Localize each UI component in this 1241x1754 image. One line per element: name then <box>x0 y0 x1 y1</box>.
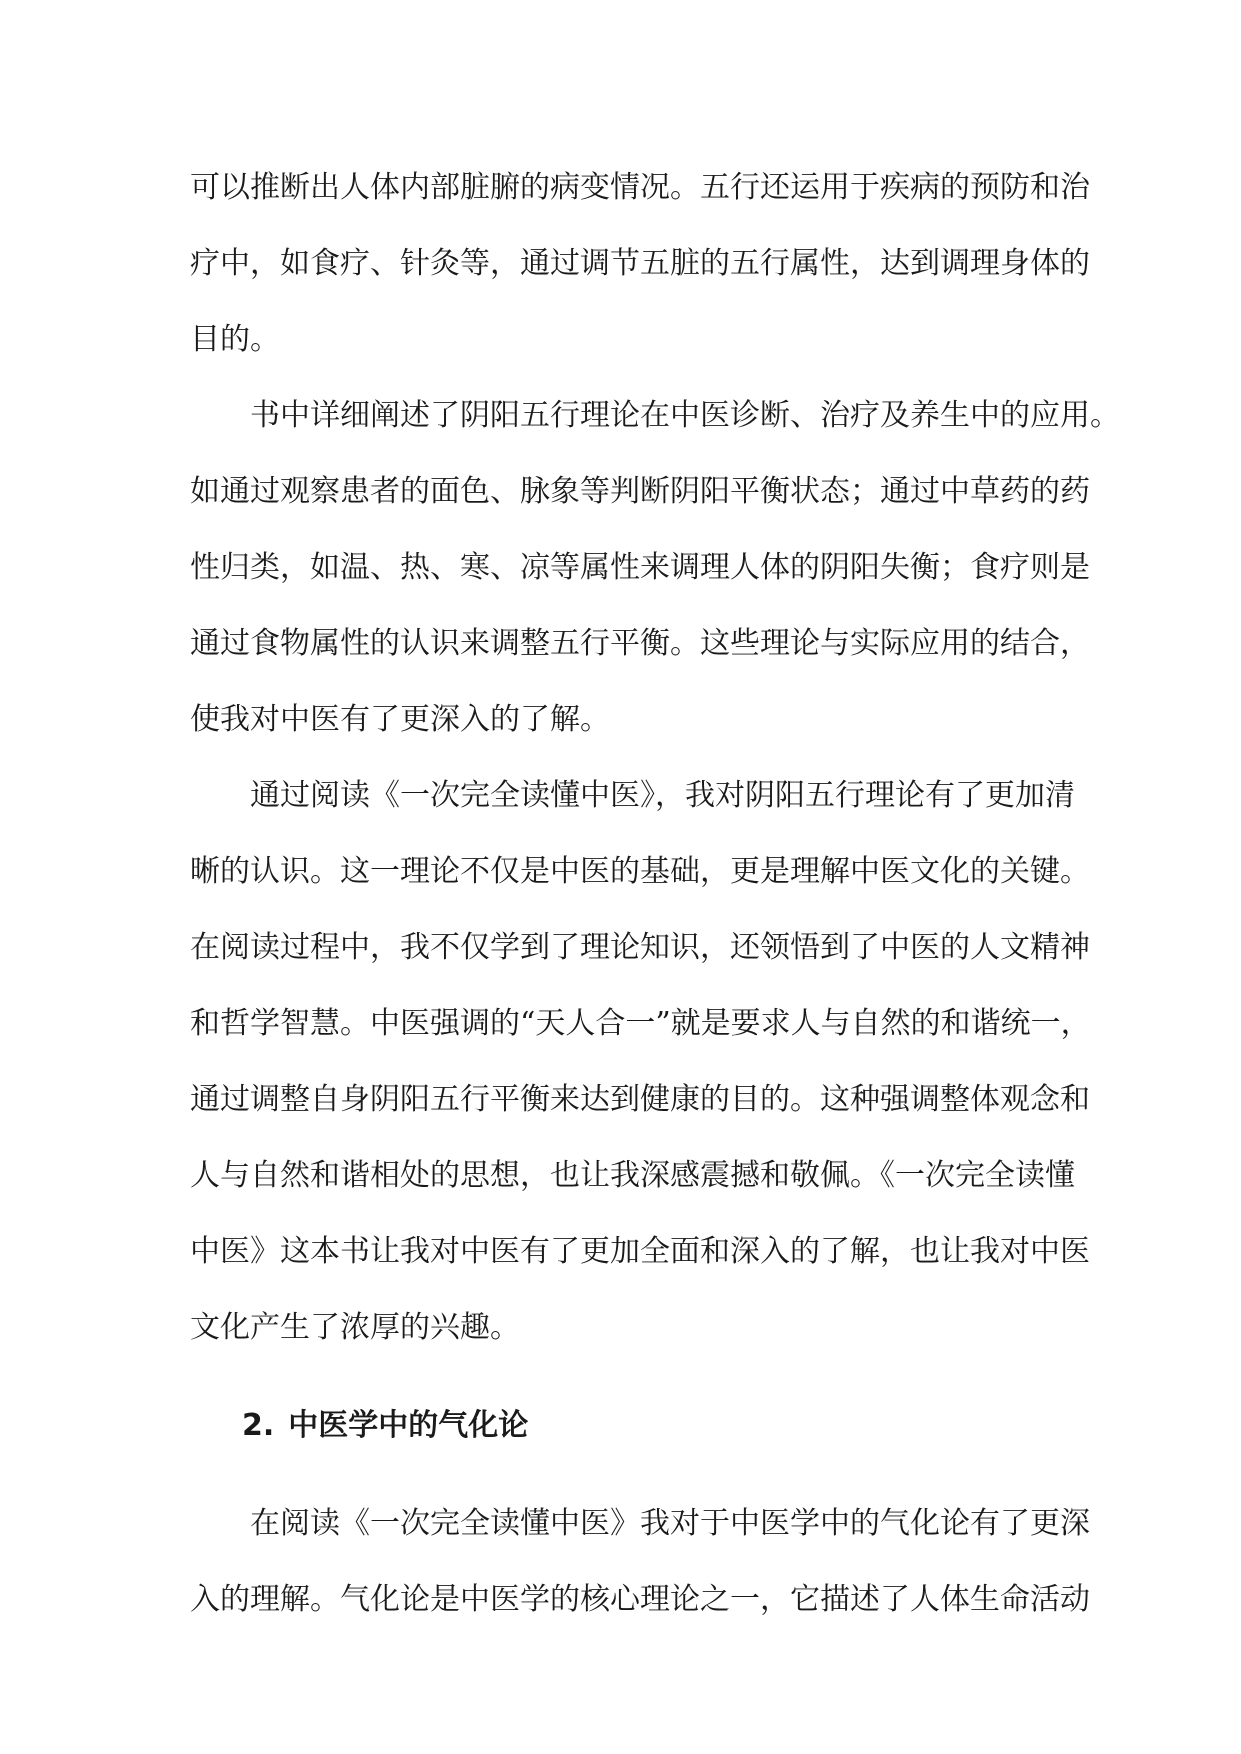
text-line: 入的理解。气化论是中医学的核心理论之一，它描述了人体生命活动 <box>190 1582 1090 1617</box>
text-line: 通过调整自身阴阳五行平衡来达到健康的目的。这种强调整体观念和 <box>190 1082 1090 1117</box>
section-title: 中医学中的气化论 <box>288 1408 529 1443</box>
text-line: 在阅读《一次完全读懂中医》我对于中医学中的气化论有了更深 <box>250 1506 1090 1541</box>
paragraph-qi-theory <box>190 1486 1090 1638</box>
text-line: 目的。 <box>190 322 280 357</box>
paragraph-applications <box>190 378 1120 758</box>
text-line: 书中详细阐述了阴阳五行理论在中医诊断、治疗及养生中的应用。 <box>250 398 1120 433</box>
text-line: 晰的认识。这一理论不仅是中医的基础，更是理解中医文化的关键。 <box>190 854 1090 889</box>
text-line: 使我对中医有了更深入的了解。 <box>190 702 610 737</box>
text-line: 文化产生了浓厚的兴趣。 <box>190 1310 520 1345</box>
paragraph-continuation <box>190 150 1090 378</box>
text-line: 通过食物属性的认识来调整五行平衡。这些理论与实际应用的结合， <box>190 626 1090 661</box>
text-line: 中医》这本书让我对中医有了更加全面和深入的了解，也让我对中医 <box>190 1234 1090 1269</box>
paragraph-reflection <box>190 758 1091 1366</box>
section-number: 2. <box>242 1408 275 1443</box>
text-line: 通过阅读《一次完全读懂中医》，我对阴阳五行理论有了更加清 <box>250 778 1075 813</box>
text-line: 如通过观察患者的面色、脉象等判断阴阳平衡状态；通过中草药的药 <box>190 474 1090 509</box>
text-line: 性归类，如温、热、寒、凉等属性来调理人体的阴阳失衡；食疗则是 <box>190 550 1090 585</box>
text-line: 人与自然和谐相处的思想，也让我深感震撼和敬佩。《一次完全读懂 <box>190 1158 1075 1193</box>
text-line: 可以推断出人体内部脏腑的病变情况。五行还运用于疾病的预防和治 <box>190 170 1090 205</box>
text-line: 疗中，如食疗、针灸等，通过调节五脏的五行属性，达到调理身体的 <box>190 246 1090 281</box>
text-line: 和哲学智慧。中医强调的“天人合一”就是要求人与自然的和谐统一， <box>190 1006 1091 1041</box>
document-body <box>190 150 1120 1638</box>
text-line: 在阅读过程中，我不仅学到了理论知识，还领悟到了中医的人文精神 <box>190 930 1090 965</box>
section-heading <box>190 1366 1052 1486</box>
